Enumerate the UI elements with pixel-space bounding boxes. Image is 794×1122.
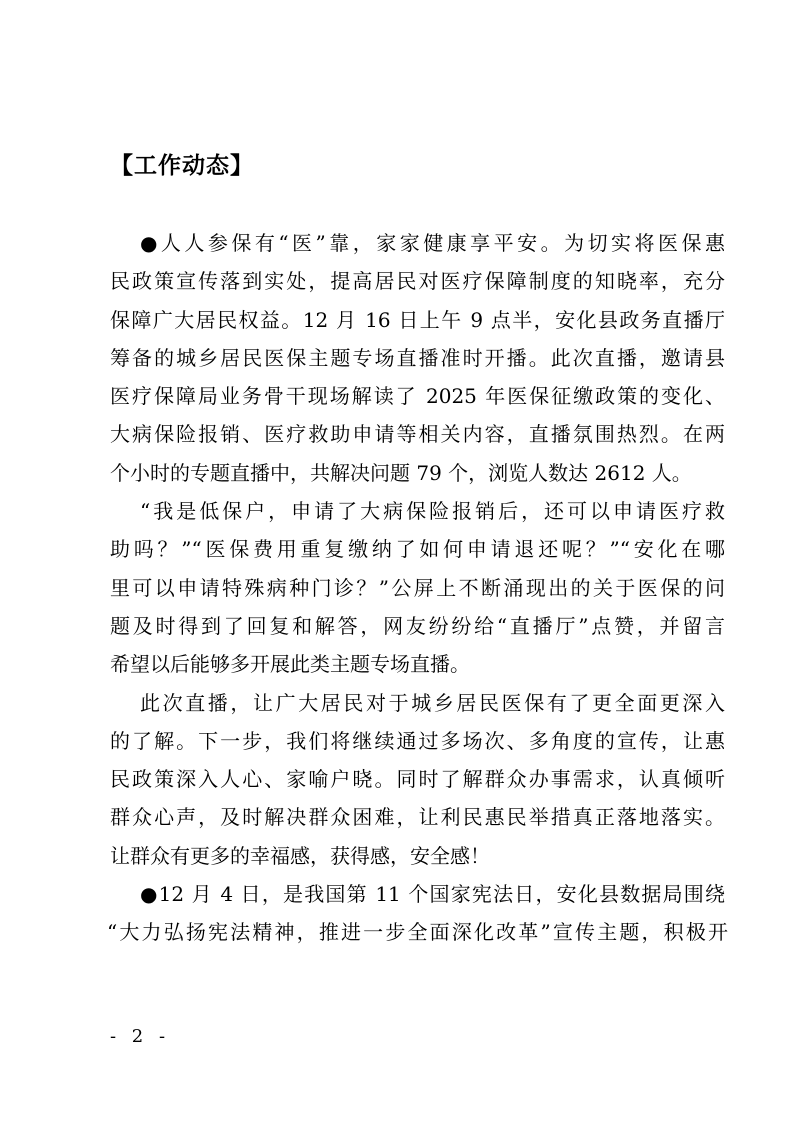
text-line: 个小时的专题直播中，共解决问题 79 个，浏览人数达 2612 人。 bbox=[110, 460, 692, 485]
text-line: “我是低保户，申请了大病保险报销后，还可以申请医疗救 bbox=[140, 499, 725, 524]
body-text bbox=[107, 224, 728, 952]
text-line: “大力弘扬宪法精神，推进一步全面深化改革”宣传主题，积极开 bbox=[107, 920, 728, 945]
text-line: 此次直播，让广大居民对于城乡居民医保有了更全面更深入 bbox=[140, 690, 725, 715]
text-line: 群众心声，及时解决群众困难，让利民惠民举措真正落地落实。 bbox=[110, 805, 725, 830]
text-line: ●人人参保有“医”靠，家家健康享平安。为切实将医保惠 bbox=[140, 231, 725, 255]
text-line: 里可以申请特殊病种门诊？”公屏上不断涌现出的关于医保的问 bbox=[110, 575, 725, 600]
text-line: 医疗保障局业务骨干现场解读了 2025 年医保征缴政策的变化、 bbox=[110, 384, 725, 409]
text-line: 题及时得到了回复和解答，网友纷纷给“直播厅”点赞，并留言 bbox=[110, 613, 725, 638]
text-line: 民政策宣传落到实处，提高居民对医疗保障制度的知晓率，充分 bbox=[110, 269, 725, 294]
text-line: ●12 月 4 日，是我国第 11 个国家宪法日，安化县数据局围绕 bbox=[140, 882, 725, 907]
text-line: 希望以后能够多开展此类主题专场直播。 bbox=[110, 652, 470, 677]
text-line: 的了解。下一步，我们将继续通过多场次、多角度的宣传，让惠 bbox=[110, 728, 725, 753]
section-heading: 【工作动态】 bbox=[110, 153, 254, 179]
text-line: 让群众有更多的幸福感，获得感，安全感！ bbox=[110, 843, 490, 868]
text-line: 筹备的城乡居民医保主题专场直播准时开播。此次直播，邀请县 bbox=[110, 345, 725, 370]
page-number: - 2 - bbox=[110, 1026, 171, 1047]
text-line: 保障广大居民权益。12 月 16 日上午 9 点半，安化县政务直播厅 bbox=[110, 307, 725, 332]
text-line: 大病保险报销、医疗救助申请等相关内容，直播氛围热烈。在两 bbox=[110, 422, 725, 447]
text-line: 助吗？”“医保费用重复缴纳了如何申请退还呢？”“安化在哪 bbox=[110, 537, 725, 562]
text-line: 民政策深入人心、家喻户晓。同时了解群众办事需求，认真倾听 bbox=[110, 767, 725, 792]
